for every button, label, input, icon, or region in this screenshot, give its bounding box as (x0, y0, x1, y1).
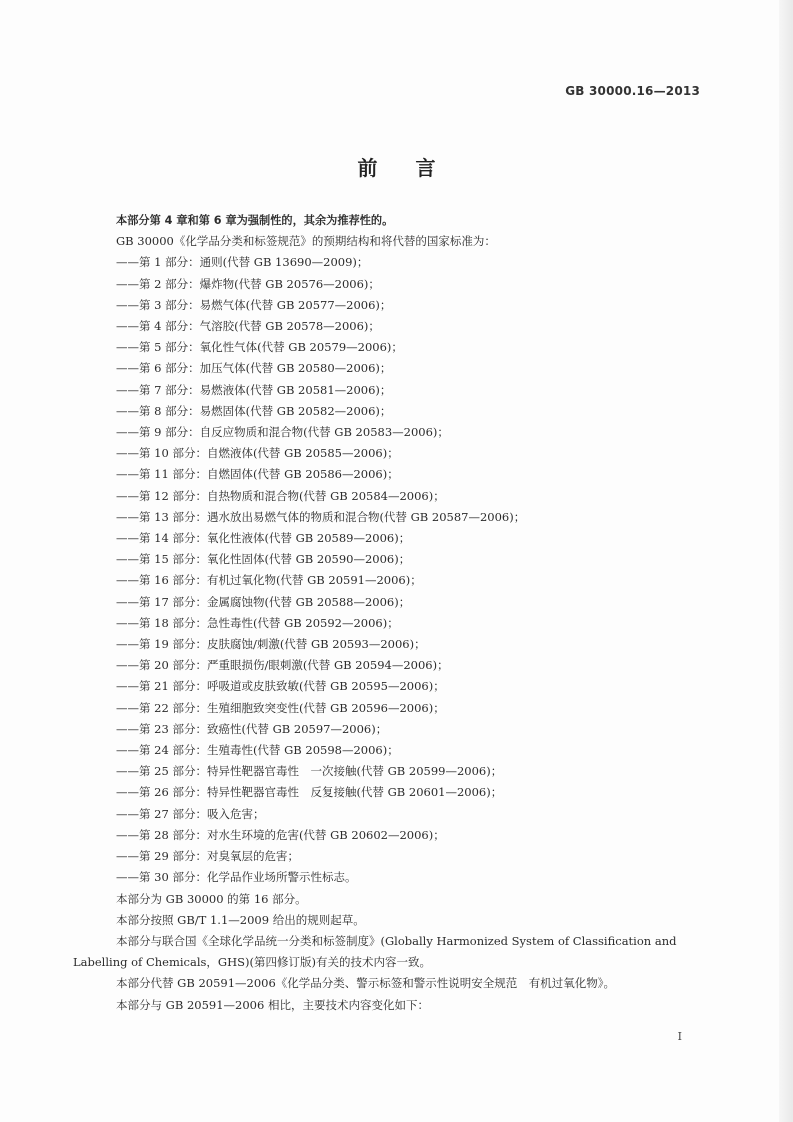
list-item: ——第 20 部分：严重眼损伤/眼刺激(代替 GB 20594—2006)； (116, 658, 449, 673)
list-item: ——第 23 部分：致癌性(代替 GB 20597—2006)； (116, 721, 388, 736)
page-number: I (677, 1030, 682, 1043)
list-item: ——第 24 部分：生殖毒性(代替 GB 20598—2006)； (116, 743, 399, 758)
list-item: ——第 27 部分：吸入危害； (116, 806, 265, 821)
list-item: ——第 4 部分：气溶胶(代替 GB 20578—2006)； (116, 319, 380, 334)
list-item: ——第 19 部分：皮肤腐蚀/刺激(代替 GB 20593—2006)； (116, 637, 426, 652)
list-item: ——第 8 部分：易燃固体(代替 GB 20582—2006)； (116, 403, 392, 418)
list-item: ——第 12 部分：自热物质和混合物(代替 GB 20584—2006)； (116, 488, 445, 503)
list-item: ——第 22 部分：生殖细胞致突变性(代替 GB 20596—2006)； (116, 700, 445, 715)
list-item: ——第 11 部分：自燃固体(代替 GB 20586—2006)； (116, 467, 399, 482)
list-item: ——第 16 部分：有机过氧化物(代替 GB 20591—2006)； (116, 573, 422, 588)
list-item: ——第 15 部分：氧化性固体(代替 GB 20590—2006)； (116, 552, 411, 567)
list-item: ——第 1 部分：通则(代替 GB 13690—2009)； (116, 255, 369, 270)
standard-number: GB 30000.16—2013 (565, 84, 700, 98)
page-title: 前言 (357, 156, 474, 180)
changes-intro: 本部分与 GB 20591—2006 相比，主要技术内容变化如下： (116, 997, 429, 1012)
list-item: ——第 29 部分：对臭氧层的危害； (116, 849, 299, 864)
list-item: ——第 25 部分：特异性靶器官毒性 一次接触(代替 GB 20599—2006)； (116, 764, 503, 779)
list-item: ——第 28 部分：对水生环境的危害(代替 GB 20602—2006)； (116, 827, 445, 842)
list-item: ——第 26 部分：特异性靶器官毒性 反复接触(代替 GB 20601—2006)； (116, 785, 503, 800)
mandatory-statement: 本部分第 4 章和第 6 章为强制性的，其余为推荐性的。 (116, 214, 394, 227)
structure-intro: GB 30000《化学品分类和标签规范》的预期结构和将代替的国家标准为： (116, 234, 496, 249)
list-item: ——第 3 部分：易燃气体(代替 GB 20577—2006)； (116, 297, 392, 312)
list-item: ——第 17 部分：金属腐蚀物(代替 GB 20588—2006)； (116, 594, 411, 609)
list-item: ——第 7 部分：易燃液体(代替 GB 20581—2006)； (116, 382, 392, 397)
replacement-statement: 本部分代替 GB 20591—2006《化学品分类、警示标签和警示性说明安全规范 有机过氧化物》。 (116, 976, 616, 991)
list-item: ——第 30 部分：化学品作业场所警示性标志。 (116, 870, 357, 885)
list-item: ——第 21 部分：呼吸道或皮肤致敏(代替 GB 20595—2006)； (116, 679, 445, 694)
parts-list (88, 252, 708, 888)
list-item: ——第 5 部分：氧化性气体(代替 GB 20579—2006)； (116, 340, 403, 355)
list-item: ——第 9 部分：自反应物质和混合物(代替 GB 20583—2006)； (116, 425, 449, 440)
ghs-consistency-line2: Labelling of Chemicals，GHS)(第四修订版)有关的技术内容一致。 (73, 955, 431, 970)
list-item: ——第 14 部分：氧化性液体(代替 GB 20589—2006)； (116, 531, 411, 546)
list-item: ——第 10 部分：自燃液体(代替 GB 20585—2006)； (116, 446, 399, 461)
ghs-consistency-line1: 本部分与联合国《全球化学品统一分类和标签制度》(Globally Harmonized System of Classification and (116, 933, 677, 948)
list-item: ——第 2 部分：爆炸物(代替 GB 20576—2006)； (116, 276, 380, 291)
drafting-rules: 本部分按照 GB/T 1.1—2009 给出的规则起草。 (116, 912, 365, 927)
part-statement: 本部分为 GB 30000 的第 16 部分。 (116, 891, 307, 906)
list-item: ——第 6 部分：加压气体(代替 GB 20580—2006)； (116, 361, 392, 376)
foreword-body (73, 210, 708, 1016)
list-item: ——第 13 部分：遇水放出易燃气体的物质和混合物(代替 GB 20587—2006)； (116, 509, 526, 524)
list-item: ——第 18 部分：急性毒性(代替 GB 20592—2006)； (116, 615, 399, 630)
